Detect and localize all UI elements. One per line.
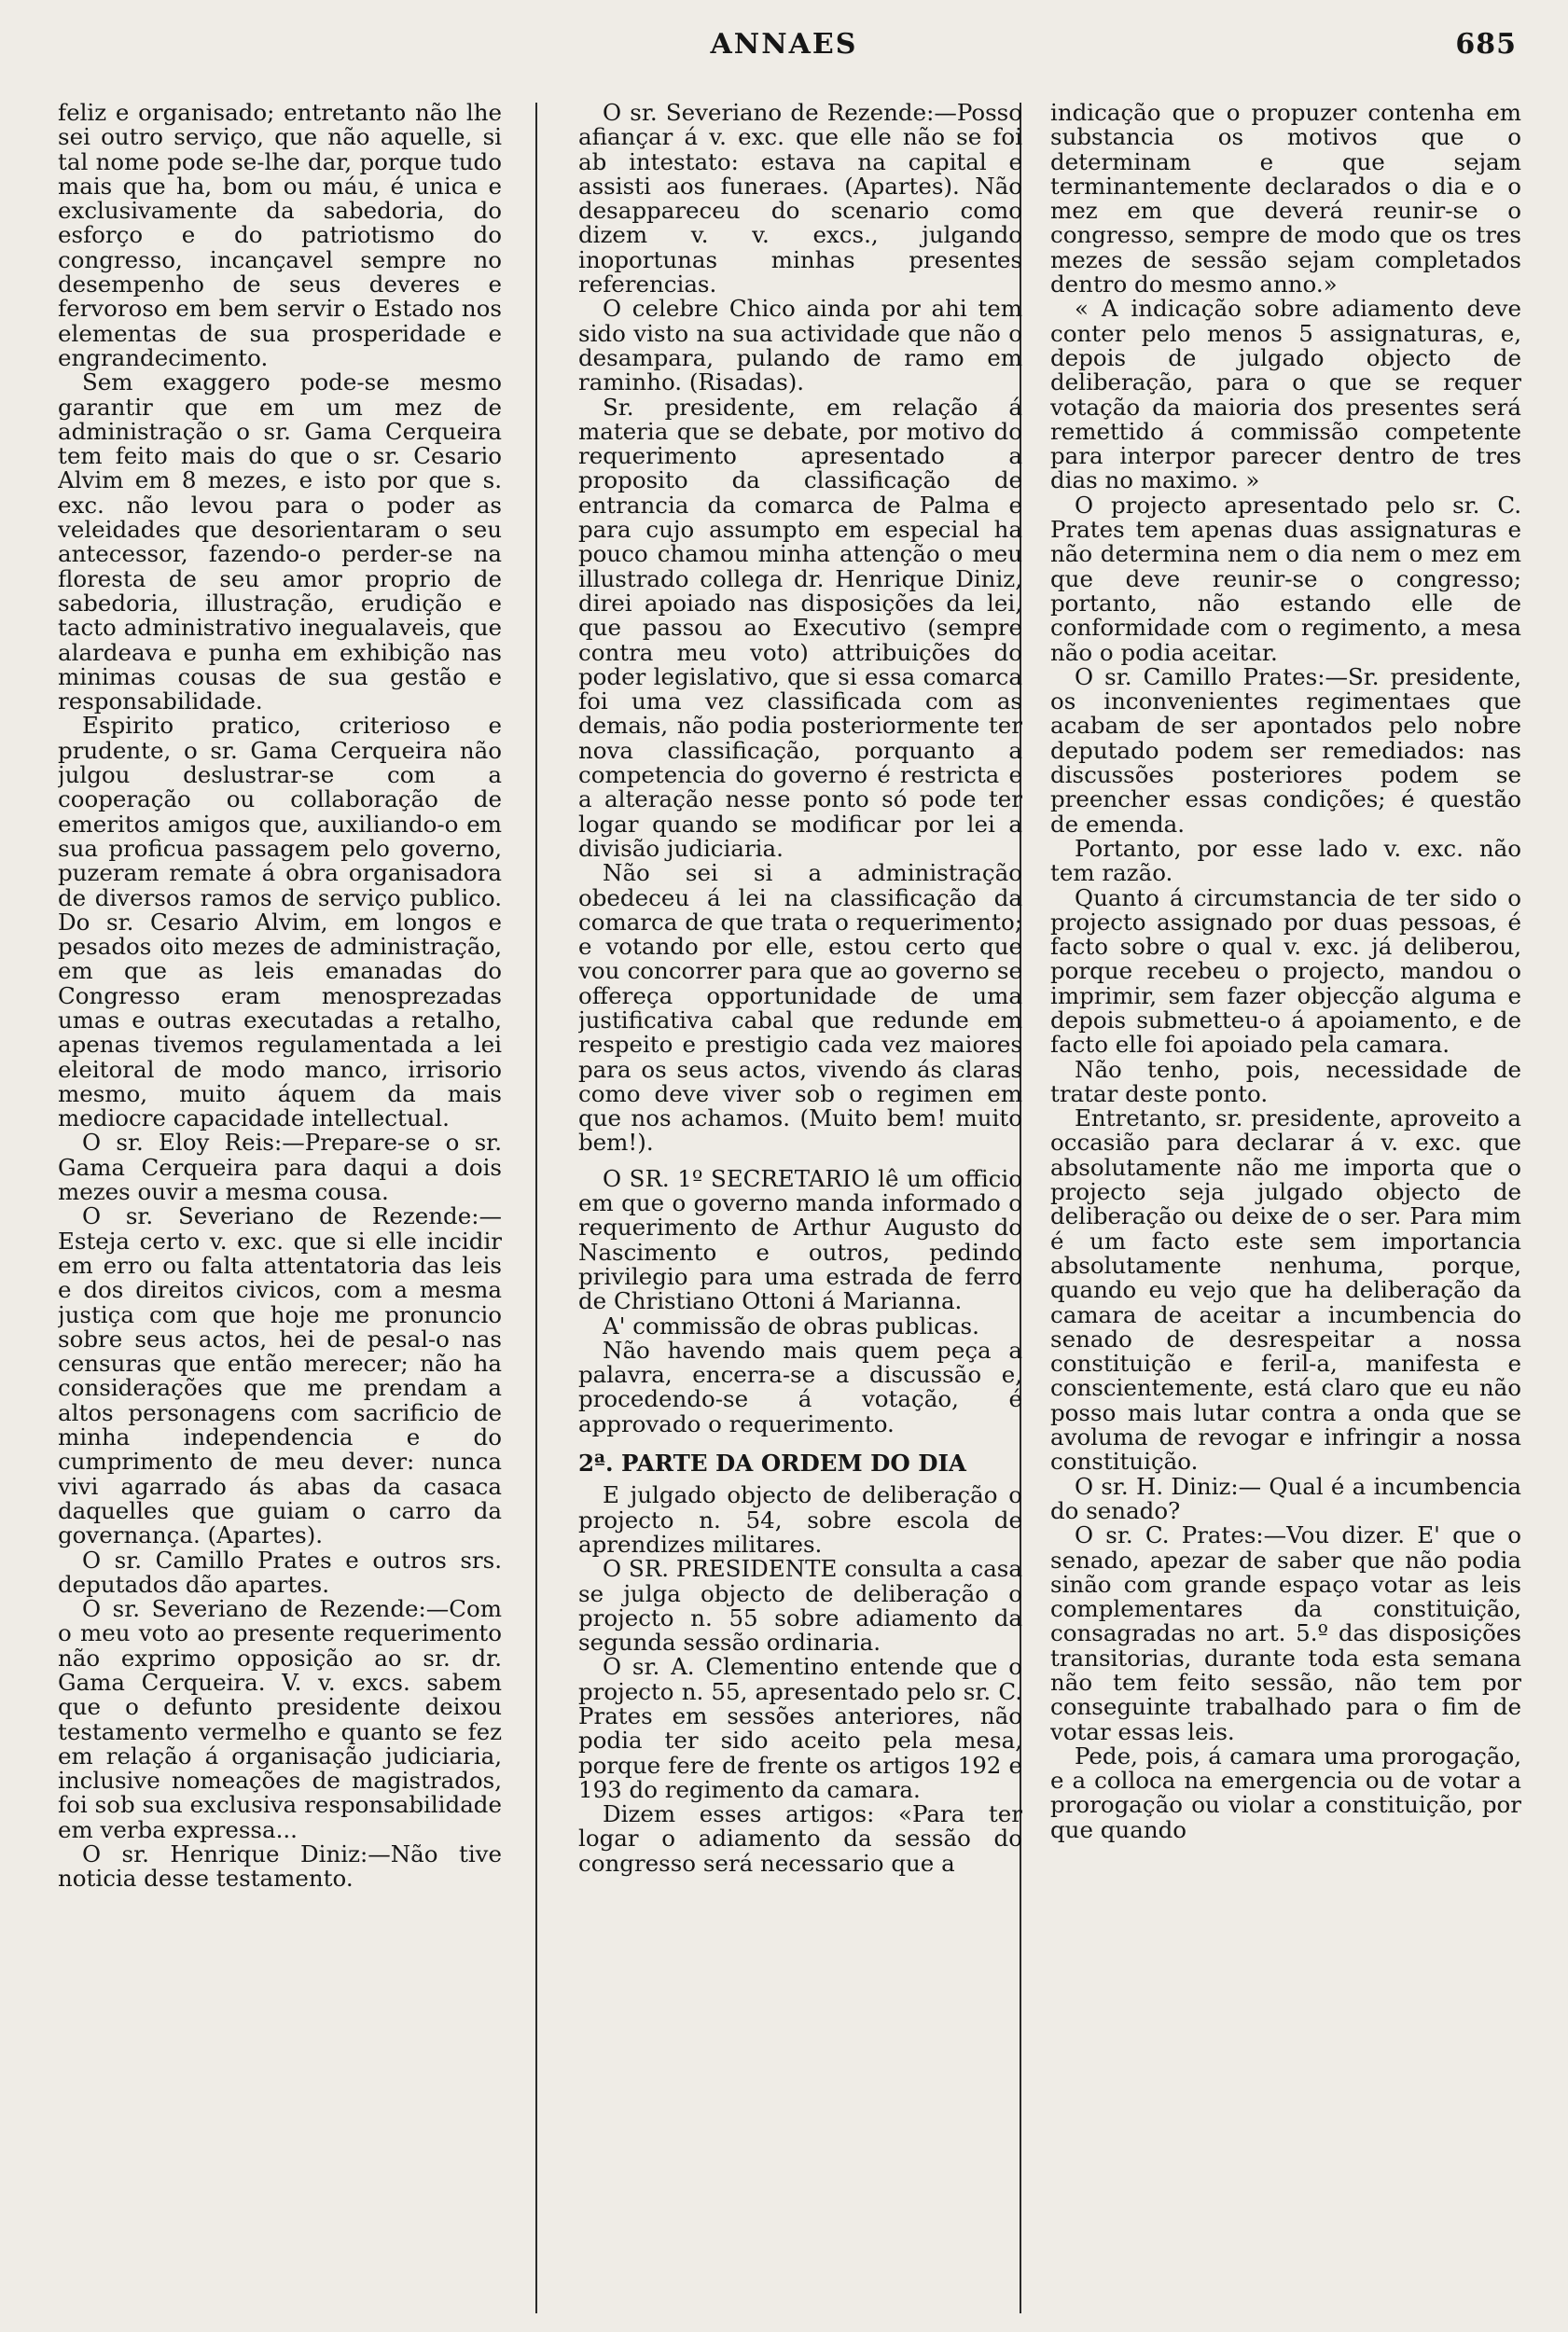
paragraph: Quanto á circumstancia de ter sido o projecto assignado por duas pessoas, é facto sobre o qual v. exc. já deliberou, porque recebeu o projecto, mandou o imprimir, sem fazer objecção alguma e depois submetteu-o á apoiamento, e de facto elle foi apoiado pela camara. (1050, 883, 1521, 1059)
paragraph: O sr. Camillo Prates:—Sr. presidente, os inconvenientes regimentaes que acabam de ser apontados pelo nobre deputado podem ser remediados: nas discussões posteriores podem se preencher essas condições; é questão de emenda. (1050, 662, 1521, 838)
text-column-3 (1050, 101, 1521, 2321)
paragraph: Portanto, por esse lado v. exc. não tem razão. (1050, 834, 1521, 887)
page-number: 685 (1455, 28, 1517, 61)
paragraph: O SR. PRESIDENTE consulta a casa se julga objecto de deliberação o projecto n. 55 sobre adiamento da segunda sessão ordinaria. (578, 1555, 1022, 1657)
paragraph: O sr. Eloy Reis:—Prepare-se o sr. Gama Cerqueira para daqui a dois mezes ouvir a mesma cousa. (58, 1129, 502, 1206)
paragraph: O projecto apresentado pelo sr. C. Prates tem apenas duas assignaturas e não determina nem o dia nem o mez em que deve reunir-se o congresso; portanto, não estando elle de conformidade com o regimento, a mesa não o podia aceitar. (1050, 491, 1521, 666)
paragraph: Não sei si a administração obedeceu á lei na classificação da comarca de que trata o requerimento; e votando por elle, estou certo que vou concorrer para que ao governo se offereça opportunidade de uma justificativa cabal que redunde em respeito e prestigio cada vez maiores para os seus actos, vivendo ás claras como deve viver sob o regimen em que nos achamos. (Muito bem! muito bem!). (578, 859, 1022, 1157)
paragraph: O celebre Chico ainda por ahi tem sido visto na sua actividade que não o desampara, pulando de ramo em raminho. (Risadas). (578, 295, 1022, 396)
paragraph: A' commissão de obras publicas. (603, 1312, 979, 1340)
paragraph: O sr. Camillo Prates e outros srs. deputados dão apartes. (58, 1546, 502, 1598)
paragraph: Sem exaggero pode-se mesmo garantir que em um mez de administração o sr. Gama Cerqueira tem feito mais do que o sr. Cesario Alvim em 8 mezes, e isto por que s. exc. não levou para o poder as veleidades que desorientaram o seu antecessor, fazendo-o perder-se na floresta de seu amor proprio de sabedoria, illustração, erudição e tacto administrativo inegualaveis, que alardeava e punha em exhibição nas minimas cousas de sua gestão e responsabilidade. (58, 368, 502, 715)
paragraph: Espirito pratico, criterioso e prudente, o sr. Gama Cerqueira não julgou deslustrar-se com a cooperação ou collaboração de emeritos amigos que, auxiliando-o em sua proficua passagem pelo governo, puzeram remate á obra organisadora de diversos ramos de serviço publico. Do sr. Cesario Alvim, em longos e pesados oito mezes de administração, em que as leis emanadas do Congresso eram menosprezadas umas e outras executadas a retalho, apenas tivemos regulamentada a lei eleitoral de modo manco, irrisorio mesmo, muito áquem da mais mediocre capacidade intellectual. (58, 712, 502, 1132)
paragraph: Dizem esses artigos: «Para ter logar o adiamento da sessão do congresso será necessario que a (578, 1800, 1022, 1877)
paragraph: « A indicação sobre adiamento deve conter pelo menos 5 assignaturas, e, depois de julgado objecto de deliberação, para o que se requer votação da maioria dos presentes será remettido á commissão competente para interpor parecer dentro de tres dias no maximo. » (1050, 295, 1521, 494)
paragraph: O sr. H. Diniz:— Qual é a incumbencia do senado? (1050, 1472, 1521, 1524)
text-column-1 (58, 101, 502, 2321)
paragraph: O sr. Severiano de Rezende:—Posso afiançar á v. exc. que elle não se foi ab intestato: estava na capital e assisti aos funeraes. (Apartes). Não desappareceu do scenario como dizem v. v. excs., julgando inoportunas minhas presentes referencias. (578, 101, 1022, 298)
paragraph: E julgado objecto de deliberação o projecto n. 54, sobre escola de aprendizes militares. (578, 1481, 1022, 1558)
paragraph: indicação que o propuzer contenha em substancia os motivos que o determinam e que sejam terminantemente declarados o dia e o mez em que deverá reunir-se o congresso, sempre de modo que os tres mezes de sessão sejam completados dentro do mesmo anno.» (1050, 101, 1521, 298)
paragraph: Entretanto, sr. presidente, aproveito a occasião para declarar á v. exc. que absolutamente não me importa que o projecto seja julgado objecto de deliberação ou deixe de o ser. Para mim é um facto este sem importancia absolutamente nenhuma, porque, quando eu vejo que ha deliberação da camara de aceitar a incumbencia do senado de desrespeitar a nossa constituição e feril-a, manifesta e conscientemente, está claro que eu não posso mais lutar contra a onda que se avoluma de revogar e infringir a nossa constituição. (1050, 1104, 1521, 1476)
paragraph: O sr. C. Prates:—Vou dizer. E' que o senado, apezar de saber que não podia sinão com grande espaço votar as leis complementares da constituição, consagradas no art. 5.º das disposições transitorias, durante toda esta semana não tem feito sessão, não tem por conseguinte trabalhado para o fim de votar essas leis. (1050, 1521, 1521, 1745)
text-column-2 (578, 101, 1022, 2321)
paragraph: Não havendo mais quem peça a palavra, encerra-se a discussão e, procedendo-se á votação, é approvado o requerimento. (578, 1336, 1022, 1437)
paragraph: Sr. presidente, em relação á materia que se debate, por motivo do requerimento apresentado a proposito da classificação de entrancia da comarca de Palma e para cujo assumpto em especial ha pouco chamou minha attenção o meu illustrado collega dr. Henrique Diniz, direi apoiado nas disposições da lei, que passou ao Executivo (sempre contra meu voto) attribuições do poder legislativo, que si essa comarca foi uma vez classificada com as demais, não podia posteriormente ter nova classificação, porquanto a competencia do governo é restricta e a alteração nesse ponto só pode ter logar quando se modificar por lei a divisão judiciaria. (578, 393, 1022, 862)
paragraph: Pede, pois, á camara uma prorogação, e a colloca na emergencia ou de votar a prorogação ou violar a constituição, por que quando (1050, 1742, 1521, 1843)
page-header-title: ANNAES (710, 28, 858, 61)
paragraph: O sr. Henrique Diniz:—Não tive noticia desse testamento. (58, 1840, 502, 1893)
section-heading: 2ª. PARTE DA ORDEM DO DIA (578, 1450, 966, 1478)
paragraph: O sr. A. Clementino entende que o projecto n. 55, apresentado pelo sr. C. Prates em sessões anteriores, não podia ter sido aceito pela mesa, porque fere de frente os artigos 192 e 193 do regimento da camara. (578, 1653, 1022, 1803)
paragraph: feliz e organisado; entretanto não lhe sei outro serviço, que não aquelle, si tal nome pode se-lhe dar, porque tudo mais que ha, bom ou máu, é unica e exclusivamente da sabedoria, do esforço e do patriotismo do congresso, incançavel sempre no desempenho de seus deveres e fervoroso em bem servir o Estado nos elementas de sua prosperidade e engrandecimento. (58, 101, 502, 371)
paragraph: O sr. Severiano de Rezende:—Esteja certo v. exc. que si elle incidir em erro ou falta attentatoria das leis e dos direitos civicos, com a mesma justiça com que hoje me pronuncio sobre seus actos, hei de pesal-o nas censuras que então merecer; não ha considerações que me prendam a altos personagens com sacrificio de minha independencia e do cumprimento de meu dever: nunca vivi agarrado ás abas da casaca daquelles que guiam o carro da governança. (Apartes). (58, 1202, 502, 1549)
paragraph: O sr. Severiano de Rezende:—Com o meu voto ao presente requerimento não exprimo opposição ao sr. dr. Gama Cerqueira. V. v. excs. sabem que o defunto presidente deixou testamento vermelho e quanto se fez em relação á organisação judiciaria, inclusive nomeações de magistrados, foi sob sua exclusiva responsabilidade em verba expressa... (58, 1595, 502, 1843)
paragraph: Não tenho, pois, necessidade de tratar deste ponto. (1050, 1055, 1521, 1107)
paragraph: O SR. 1º SECRETARIO lê um officio em que o governo manda informado o requerimento de Arthur Augusto do Nascimento e outros, pedindo privilegio para uma estrada de ferro de Christiano Ottoni á Marianna. (578, 1164, 1022, 1315)
column-divider (535, 103, 537, 2313)
